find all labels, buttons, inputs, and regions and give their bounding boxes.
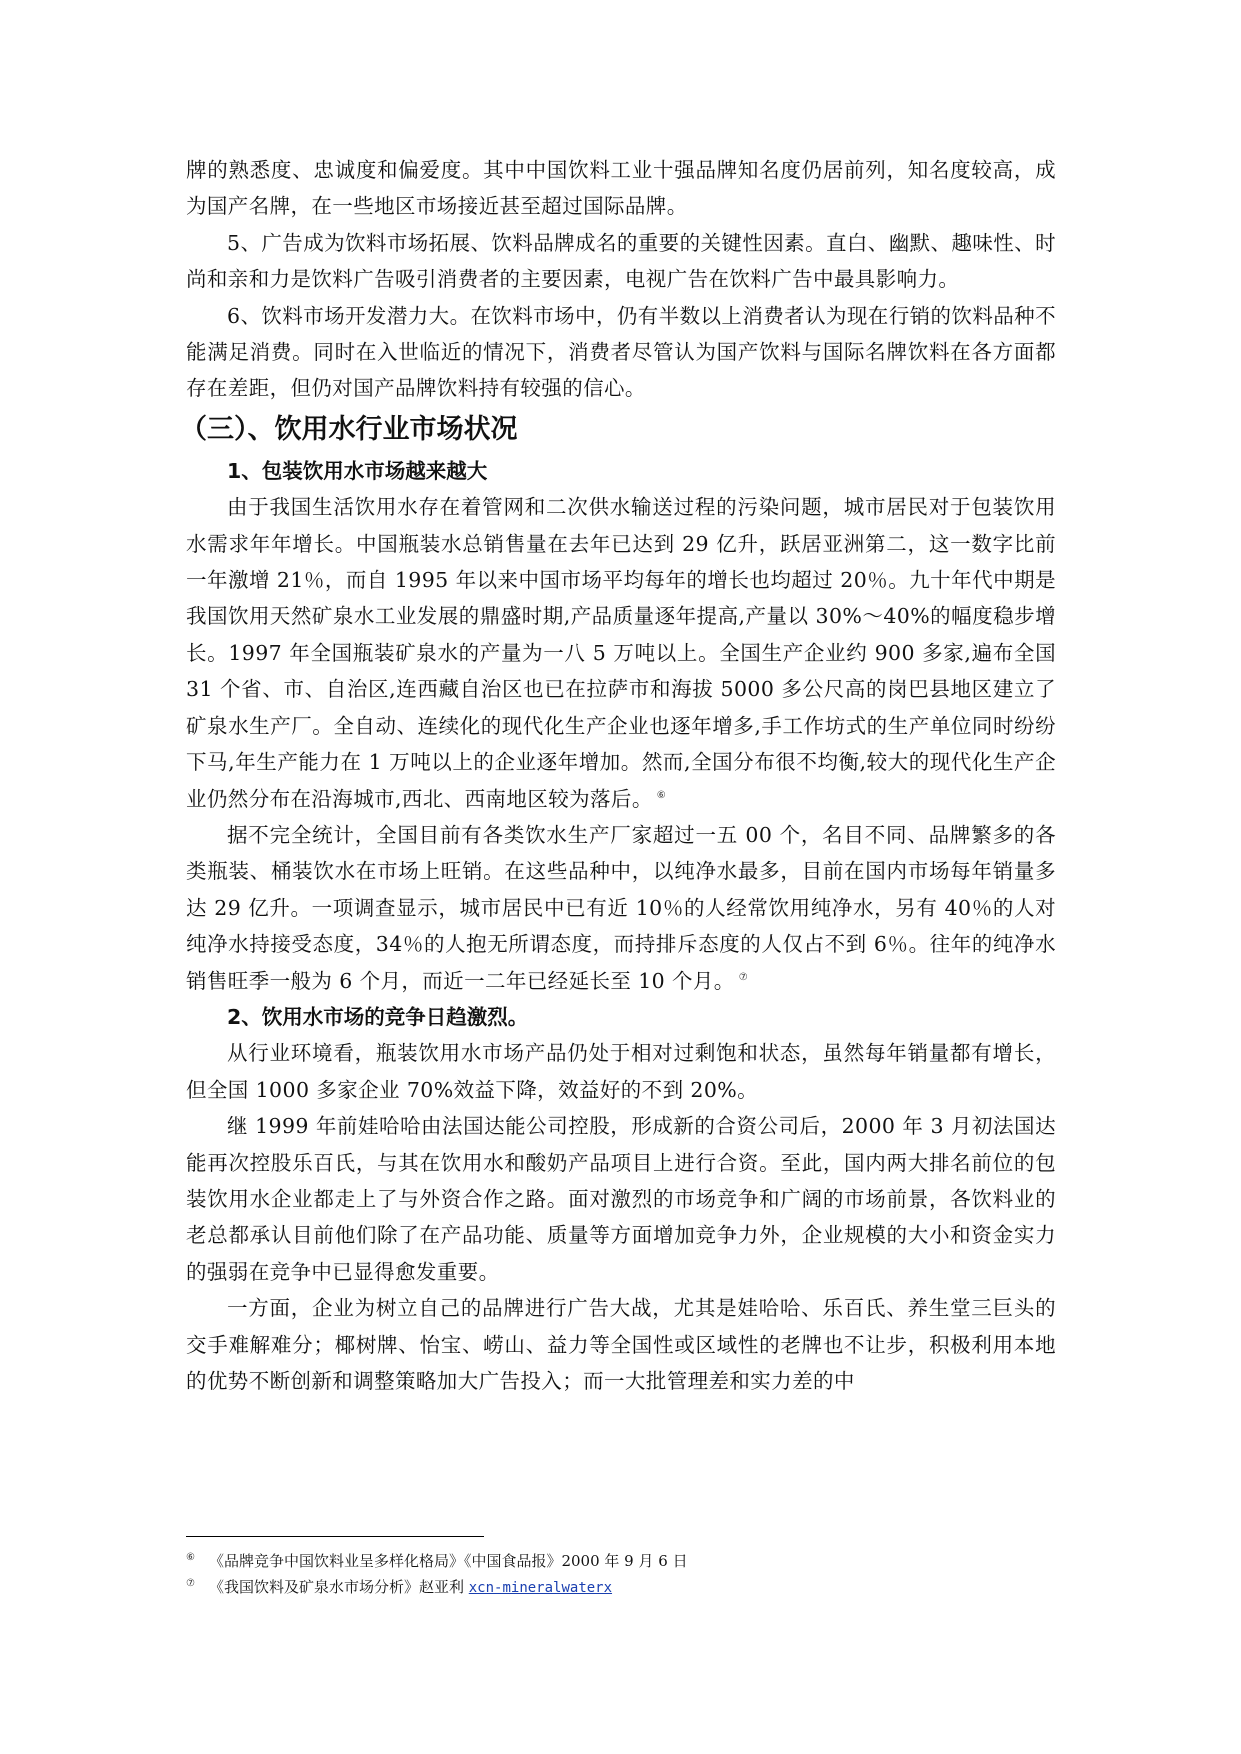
subheading: 2、饮用水市场的竞争日趋激烈。	[227, 1004, 529, 1029]
paragraph: 6、饮料市场开发潜力大。在饮料市场中，仍有半数以上消费者认为现在行销的饮料品种不能满足消费。同时在入世临近的情况下，消费者尽管认为国产饮料与国际名牌饮料在各方面都存在差距，但仍对国产品牌饮料持有较强的信心。	[186, 303, 1056, 401]
paragraph: 牌的熟悉度、忠诚度和偏爱度。其中中国饮料工业十强品牌知名度仍居前列，知名度较高，成为国产名牌，在一些地区市场接近甚至超过国际品牌。	[186, 158, 1056, 219]
paragraph	[186, 489, 1056, 817]
footnote-mark: ⑥	[186, 1552, 195, 1563]
paragraph-text: 据不完全统计，全国目前有各类饮水生产厂家超过一五 00 个，名目不同、品牌繁多的各类瓶装、桶装饮水在市场上旺销。在这些品种中，以纯净水最多，目前在国内市场每年销量多达 29 亿升。一项调查显示，城市居民中已有近 10％的人经常饮用纯净水，另有 40％的人对纯净水持接受态度，34％的人抱无所谓态度，而持排斥态度的人仅占不到 6％。往年的纯净水销售旺季一般为 6 个月，而近一二年已经延长至 10 个月。	[186, 822, 1056, 993]
footnote-text: 《品牌竞争中国饮料业呈多样化格局》《中国食品报》2000 年 9 月 6 日	[208, 1552, 688, 1570]
footnote	[186, 1548, 1056, 1574]
body-text	[180, 152, 1056, 1399]
subheading: 1、包装饮用水市场越来越大	[227, 458, 488, 483]
paragraph: 一方面，企业为树立自己的品牌进行广告大战，尤其是娃哈哈、乐百氏、养生堂三巨头的交手难解难分；椰树牌、怡宝、崂山、益力等全国性或区域性的老牌也不让步，积极利用本地的优势不断创新和调整策略加大广告投入；而一大批管理差和实力差的中	[186, 1296, 1056, 1393]
paragraph: 从行业环境看，瓶装饮用水市场产品仍处于相对过剩饱和状态，虽然每年销量都有增长，但全国 1000 多家企业 70%效益下降，效益好的不到 20%。	[186, 1041, 1056, 1102]
footnote-link[interactable]: xcn-mineralwaterx	[468, 1580, 613, 1596]
footnote	[186, 1574, 1056, 1601]
footnote-ref[interactable]: ⑦	[738, 971, 749, 983]
footnote-ref[interactable]: ⑥	[656, 789, 667, 801]
section-heading: （三）、饮用水行业市场状况	[180, 413, 518, 445]
paragraph-text: 由于我国生活饮用水存在着管网和二次供水输送过程的污染问题，城市居民对于包装饮用水需求年年增长。中国瓶装水总销售量在去年已达到 29 亿升，跃居亚洲第二，这一数字比前一年激增 21％，而自 1995 年以来中国市场平均每年的增长也均超过 20％。九十年代中期是我国饮用天然矿泉水工业发展的鼎盛时期,产品质量逐年提高,产量以 30%～40%的幅度稳步增长。1997 年全国瓶装矿泉水的产量为一八 5 万吨以上。全国生产企业约 900 多家,遍布全国 31 个省、市、自治区,连西藏自治区也已在拉萨市和海拔 5000 多公尺高的岗巴县地区建立了矿泉水生产厂。全自动、连续化的现代化生产企业也逐年增多,手工作坊式的生产单位同时纷纷下马,年生产能力在 1 万吨以上的企业逐年增加。然而,全国分布很不均衡,较大的现代化生产企业仍然分布在沿海城市,西北、西南地区较为落后。	[186, 495, 1056, 811]
paragraph: 继 1999 年前娃哈哈由法国达能公司控股，形成新的合资公司后，2000 年 3 月初法国达能再次控股乐百氏，与其在饮用水和酸奶产品项目上进行合资。至此，国内两大排名前位的包装饮用水企业都走上了与外资合作之路。面对激烈的市场竞争和广阔的市场前景，各饮料业的老总都承认目前他们除了在产品功能、质量等方面增加竞争力外，企业规模的大小和资金实力的强弱在竞争中已显得愈发重要。	[186, 1114, 1056, 1284]
footnotes	[186, 1548, 1056, 1601]
footnote-mark: ⑦	[186, 1578, 195, 1589]
footnote-divider	[186, 1536, 484, 1537]
paragraph	[186, 817, 1056, 999]
paragraph: 5、广告成为饮料市场拓展、饮料品牌成名的重要的关键性因素。直白、幽默、趣味性、时尚和亲和力是饮料广告吸引消费者的主要因素，电视广告在饮料广告中最具影响力。	[186, 230, 1056, 292]
footnote-text: 《我国饮料及矿泉水市场分析》赵亚利	[208, 1578, 469, 1596]
